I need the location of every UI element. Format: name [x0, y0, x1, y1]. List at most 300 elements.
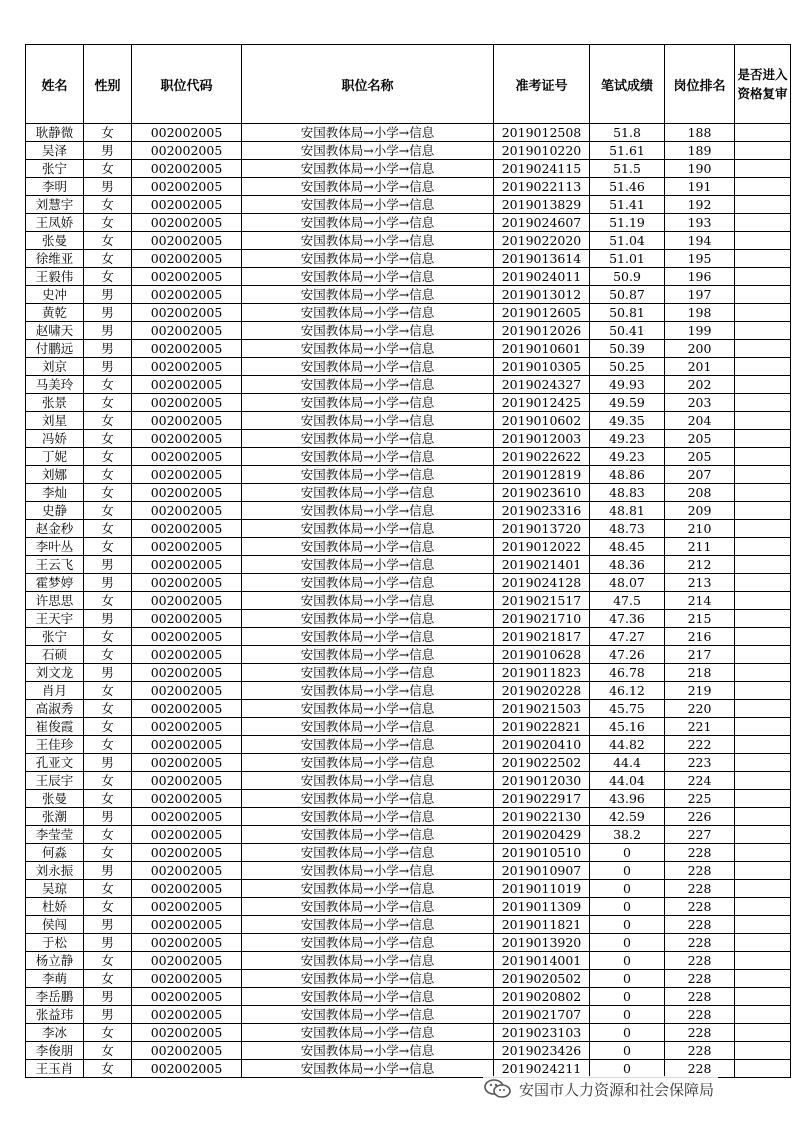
- cell-rank: 205: [665, 430, 735, 448]
- cell-written-score: 42.59: [590, 808, 665, 826]
- cell-gender: 女: [84, 448, 132, 466]
- cell-written-score: 48.45: [590, 538, 665, 556]
- cell-exam-number: 2019010602: [494, 412, 590, 430]
- cell-rank: 188: [665, 124, 735, 142]
- cell-exam-number: 2019012030: [494, 772, 590, 790]
- cell-position-name: 安国教体局→小学→信息: [242, 970, 494, 988]
- cell-position-code: 002002005: [132, 502, 242, 520]
- cell-rank: 228: [665, 898, 735, 916]
- cell-rank: 228: [665, 1006, 735, 1024]
- cell-rank: 223: [665, 754, 735, 772]
- table-row: [26, 970, 791, 988]
- cell-position-code: 002002005: [132, 898, 242, 916]
- source-watermark: [483, 1076, 718, 1102]
- cell-position-code: 002002005: [132, 718, 242, 736]
- cell-name: 吴泽: [26, 142, 84, 160]
- cell-rank: 228: [665, 988, 735, 1006]
- cell-review: [735, 628, 791, 646]
- cell-gender: 男: [84, 574, 132, 592]
- score-table: [25, 44, 791, 1078]
- cell-written-score: 45.16: [590, 718, 665, 736]
- table-row: [26, 268, 791, 286]
- cell-written-score: 45.75: [590, 700, 665, 718]
- table-row: [26, 124, 791, 142]
- cell-review: [735, 1042, 791, 1060]
- cell-gender: 男: [84, 286, 132, 304]
- cell-position-name: 安国教体局→小学→信息: [242, 394, 494, 412]
- cell-exam-number: 2019022020: [494, 232, 590, 250]
- table-row: [26, 160, 791, 178]
- cell-exam-number: 2019023426: [494, 1042, 590, 1060]
- cell-gender: 女: [84, 394, 132, 412]
- cell-rank: 202: [665, 376, 735, 394]
- cell-review: [735, 430, 791, 448]
- cell-position-code: 002002005: [132, 826, 242, 844]
- cell-written-score: 47.36: [590, 610, 665, 628]
- cell-name: 刘永振: [26, 862, 84, 880]
- cell-rank: 196: [665, 268, 735, 286]
- cell-gender: 女: [84, 538, 132, 556]
- cell-rank: 199: [665, 322, 735, 340]
- cell-exam-number: 2019012605: [494, 304, 590, 322]
- cell-position-name: 安国教体局→小学→信息: [242, 538, 494, 556]
- cell-gender: 女: [84, 790, 132, 808]
- cell-review: [735, 916, 791, 934]
- cell-position-name: 安国教体局→小学→信息: [242, 646, 494, 664]
- cell-gender: 男: [84, 556, 132, 574]
- cell-gender: 女: [84, 502, 132, 520]
- cell-written-score: 0: [590, 988, 665, 1006]
- cell-rank: 189: [665, 142, 735, 160]
- table-row: [26, 754, 791, 772]
- table-row: [26, 394, 791, 412]
- cell-name: 李俊朋: [26, 1042, 84, 1060]
- cell-written-score: 43.96: [590, 790, 665, 808]
- cell-review: [735, 772, 791, 790]
- cell-name: 李明: [26, 178, 84, 196]
- cell-position-code: 002002005: [132, 646, 242, 664]
- table-row: [26, 340, 791, 358]
- table-row: [26, 430, 791, 448]
- cell-rank: 220: [665, 700, 735, 718]
- cell-exam-number: 2019022821: [494, 718, 590, 736]
- cell-gender: 女: [84, 250, 132, 268]
- cell-gender: 女: [84, 844, 132, 862]
- cell-name: 刘京: [26, 358, 84, 376]
- cell-exam-number: 2019021401: [494, 556, 590, 574]
- cell-position-code: 002002005: [132, 682, 242, 700]
- cell-review: [735, 880, 791, 898]
- cell-rank: 208: [665, 484, 735, 502]
- cell-gender: 男: [84, 988, 132, 1006]
- cell-position-code: 002002005: [132, 970, 242, 988]
- cell-position-name: 安国教体局→小学→信息: [242, 880, 494, 898]
- cell-name: 史冲: [26, 286, 84, 304]
- cell-exam-number: 2019011309: [494, 898, 590, 916]
- cell-position-code: 002002005: [132, 916, 242, 934]
- cell-position-name: 安国教体局→小学→信息: [242, 286, 494, 304]
- cell-review: [735, 808, 791, 826]
- cell-position-code: 002002005: [132, 610, 242, 628]
- cell-gender: 男: [84, 862, 132, 880]
- cell-position-code: 002002005: [132, 394, 242, 412]
- cell-written-score: 48.36: [590, 556, 665, 574]
- cell-position-code: 002002005: [132, 286, 242, 304]
- cell-position-code: 002002005: [132, 466, 242, 484]
- cell-position-name: 安国教体局→小学→信息: [242, 268, 494, 286]
- table-row: [26, 718, 791, 736]
- cell-position-code: 002002005: [132, 124, 242, 142]
- cell-gender: 男: [84, 358, 132, 376]
- table-row: [26, 790, 791, 808]
- cell-review: [735, 610, 791, 628]
- cell-review: [735, 376, 791, 394]
- cell-gender: 女: [84, 232, 132, 250]
- cell-position-code: 002002005: [132, 520, 242, 538]
- cell-name: 高淑秀: [26, 700, 84, 718]
- cell-gender: 女: [84, 736, 132, 754]
- cell-rank: 192: [665, 196, 735, 214]
- cell-exam-number: 2019022917: [494, 790, 590, 808]
- cell-rank: 204: [665, 412, 735, 430]
- cell-position-code: 002002005: [132, 880, 242, 898]
- cell-written-score: 51.19: [590, 214, 665, 232]
- table-row: [26, 916, 791, 934]
- cell-position-code: 002002005: [132, 556, 242, 574]
- cell-gender: 女: [84, 124, 132, 142]
- cell-review: [735, 232, 791, 250]
- table-row: [26, 880, 791, 898]
- cell-position-code: 002002005: [132, 934, 242, 952]
- cell-position-code: 002002005: [132, 790, 242, 808]
- cell-position-name: 安国教体局→小学→信息: [242, 160, 494, 178]
- cell-gender: 女: [84, 772, 132, 790]
- cell-exam-number: 2019013614: [494, 250, 590, 268]
- cell-review: [735, 124, 791, 142]
- table-row: [26, 358, 791, 376]
- cell-position-name: 安国教体局→小学→信息: [242, 574, 494, 592]
- cell-exam-number: 2019023316: [494, 502, 590, 520]
- cell-position-name: 安国教体局→小学→信息: [242, 826, 494, 844]
- cell-name: 刘星: [26, 412, 84, 430]
- cell-gender: 男: [84, 340, 132, 358]
- cell-position-code: 002002005: [132, 808, 242, 826]
- cell-name: 王凤娇: [26, 214, 84, 232]
- cell-gender: 女: [84, 880, 132, 898]
- cell-exam-number: 2019021817: [494, 628, 590, 646]
- cell-position-name: 安国教体局→小学→信息: [242, 736, 494, 754]
- cell-review: [735, 448, 791, 466]
- table-row: [26, 196, 791, 214]
- cell-position-name: 安国教体局→小学→信息: [242, 412, 494, 430]
- cell-written-score: 51.8: [590, 124, 665, 142]
- cell-review: [735, 412, 791, 430]
- cell-written-score: 49.35: [590, 412, 665, 430]
- cell-rank: 215: [665, 610, 735, 628]
- cell-review: [735, 754, 791, 772]
- cell-gender: 女: [84, 952, 132, 970]
- cell-exam-number: 2019020502: [494, 970, 590, 988]
- table-row: [26, 520, 791, 538]
- header-rank: 岗位排名: [665, 45, 735, 124]
- cell-written-score: 51.46: [590, 178, 665, 196]
- cell-written-score: 47.27: [590, 628, 665, 646]
- cell-gender: 女: [84, 970, 132, 988]
- cell-gender: 女: [84, 1042, 132, 1060]
- cell-gender: 男: [84, 916, 132, 934]
- cell-review: [735, 520, 791, 538]
- cell-rank: 228: [665, 1024, 735, 1042]
- cell-position-code: 002002005: [132, 142, 242, 160]
- cell-rank: 194: [665, 232, 735, 250]
- cell-rank: 224: [665, 772, 735, 790]
- cell-gender: 女: [84, 268, 132, 286]
- cell-name: 李莹莹: [26, 826, 84, 844]
- cell-exam-number: 2019022622: [494, 448, 590, 466]
- header-written-score: 笔试成绩: [590, 45, 665, 124]
- cell-rank: 190: [665, 160, 735, 178]
- table-row: [26, 664, 791, 682]
- cell-position-code: 002002005: [132, 988, 242, 1006]
- cell-review: [735, 322, 791, 340]
- cell-name: 丁妮: [26, 448, 84, 466]
- cell-gender: 女: [84, 160, 132, 178]
- cell-gender: 女: [84, 592, 132, 610]
- cell-review: [735, 718, 791, 736]
- cell-written-score: 38.2: [590, 826, 665, 844]
- cell-written-score: 48.81: [590, 502, 665, 520]
- cell-name: 赵啸天: [26, 322, 84, 340]
- cell-position-name: 安国教体局→小学→信息: [242, 466, 494, 484]
- cell-position-code: 002002005: [132, 304, 242, 322]
- cell-written-score: 49.59: [590, 394, 665, 412]
- cell-position-name: 安国教体局→小学→信息: [242, 448, 494, 466]
- cell-position-name: 安国教体局→小学→信息: [242, 322, 494, 340]
- cell-position-code: 002002005: [132, 250, 242, 268]
- cell-written-score: 44.04: [590, 772, 665, 790]
- cell-position-name: 安国教体局→小学→信息: [242, 484, 494, 502]
- table-row: [26, 502, 791, 520]
- cell-rank: 207: [665, 466, 735, 484]
- table-row: [26, 844, 791, 862]
- cell-name: 赵金秒: [26, 520, 84, 538]
- cell-review: [735, 142, 791, 160]
- cell-exam-number: 2019024011: [494, 268, 590, 286]
- cell-position-name: 安国教体局→小学→信息: [242, 556, 494, 574]
- header-gender: 性别: [84, 45, 132, 124]
- cell-rank: 201: [665, 358, 735, 376]
- cell-review: [735, 484, 791, 502]
- cell-rank: 198: [665, 304, 735, 322]
- cell-name: 许思思: [26, 592, 84, 610]
- cell-written-score: 46.12: [590, 682, 665, 700]
- cell-written-score: 0: [590, 1006, 665, 1024]
- cell-gender: 女: [84, 466, 132, 484]
- cell-position-name: 安国教体局→小学→信息: [242, 952, 494, 970]
- cell-name: 王天宇: [26, 610, 84, 628]
- cell-position-code: 002002005: [132, 322, 242, 340]
- cell-position-code: 002002005: [132, 700, 242, 718]
- source-text: 安国市人力资源和社会保障局: [519, 1080, 715, 1099]
- cell-review: [735, 574, 791, 592]
- cell-name: 霍梦婷: [26, 574, 84, 592]
- cell-written-score: 51.61: [590, 142, 665, 160]
- wechat-icon: [483, 1078, 513, 1100]
- cell-rank: 213: [665, 574, 735, 592]
- table-row: [26, 376, 791, 394]
- cell-position-name: 安国教体局→小学→信息: [242, 664, 494, 682]
- cell-written-score: 46.78: [590, 664, 665, 682]
- cell-gender: 女: [84, 214, 132, 232]
- cell-gender: 男: [84, 808, 132, 826]
- table-row: [26, 898, 791, 916]
- cell-position-code: 002002005: [132, 412, 242, 430]
- cell-written-score: 50.39: [590, 340, 665, 358]
- cell-gender: 男: [84, 142, 132, 160]
- cell-gender: 男: [84, 754, 132, 772]
- cell-written-score: 0: [590, 916, 665, 934]
- cell-rank: 228: [665, 1060, 735, 1078]
- cell-name: 张宁: [26, 628, 84, 646]
- cell-name: 侯闯: [26, 916, 84, 934]
- cell-position-code: 002002005: [132, 1042, 242, 1060]
- cell-name: 张景: [26, 394, 84, 412]
- cell-position-name: 安国教体局→小学→信息: [242, 988, 494, 1006]
- cell-position-name: 安国教体局→小学→信息: [242, 430, 494, 448]
- cell-name: 王云飞: [26, 556, 84, 574]
- cell-review: [735, 934, 791, 952]
- table-row: [26, 142, 791, 160]
- cell-rank: 221: [665, 718, 735, 736]
- table-row: [26, 178, 791, 196]
- cell-exam-number: 2019014001: [494, 952, 590, 970]
- table-row: [26, 214, 791, 232]
- cell-exam-number: 2019013720: [494, 520, 590, 538]
- table-row: [26, 1042, 791, 1060]
- cell-rank: 214: [665, 592, 735, 610]
- cell-written-score: 0: [590, 862, 665, 880]
- table-row: [26, 826, 791, 844]
- cell-rank: 218: [665, 664, 735, 682]
- cell-written-score: 44.82: [590, 736, 665, 754]
- cell-written-score: 50.41: [590, 322, 665, 340]
- cell-written-score: 48.86: [590, 466, 665, 484]
- cell-exam-number: 2019022502: [494, 754, 590, 772]
- cell-review: [735, 394, 791, 412]
- cell-rank: 228: [665, 952, 735, 970]
- cell-rank: 211: [665, 538, 735, 556]
- cell-position-code: 002002005: [132, 574, 242, 592]
- cell-exam-number: 2019010628: [494, 646, 590, 664]
- cell-name: 李冰: [26, 1024, 84, 1042]
- cell-exam-number: 2019024211: [494, 1060, 590, 1078]
- cell-name: 王毅伟: [26, 268, 84, 286]
- cell-review: [735, 286, 791, 304]
- header-exam-number: 准考证号: [494, 45, 590, 124]
- cell-gender: 男: [84, 178, 132, 196]
- cell-position-code: 002002005: [132, 358, 242, 376]
- cell-gender: 女: [84, 826, 132, 844]
- cell-review: [735, 898, 791, 916]
- cell-name: 李岳鹏: [26, 988, 84, 1006]
- cell-review: [735, 664, 791, 682]
- table-row: [26, 286, 791, 304]
- cell-name: 李萌: [26, 970, 84, 988]
- cell-written-score: 0: [590, 1060, 665, 1078]
- cell-exam-number: 2019024115: [494, 160, 590, 178]
- cell-name: 史静: [26, 502, 84, 520]
- table-row: [26, 934, 791, 952]
- cell-written-score: 51.41: [590, 196, 665, 214]
- cell-rank: 191: [665, 178, 735, 196]
- cell-exam-number: 2019013829: [494, 196, 590, 214]
- table-row: [26, 304, 791, 322]
- cell-position-name: 安国教体局→小学→信息: [242, 196, 494, 214]
- cell-rank: 203: [665, 394, 735, 412]
- cell-review: [735, 790, 791, 808]
- cell-review: [735, 340, 791, 358]
- cell-position-name: 安国教体局→小学→信息: [242, 376, 494, 394]
- cell-written-score: 48.83: [590, 484, 665, 502]
- cell-exam-number: 2019021503: [494, 700, 590, 718]
- cell-position-name: 安国教体局→小学→信息: [242, 718, 494, 736]
- cell-review: [735, 304, 791, 322]
- cell-review: [735, 682, 791, 700]
- cell-rank: 228: [665, 880, 735, 898]
- cell-position-code: 002002005: [132, 232, 242, 250]
- cell-position-name: 安国教体局→小学→信息: [242, 898, 494, 916]
- cell-position-name: 安国教体局→小学→信息: [242, 340, 494, 358]
- cell-position-code: 002002005: [132, 484, 242, 502]
- cell-position-code: 002002005: [132, 448, 242, 466]
- cell-written-score: 50.25: [590, 358, 665, 376]
- cell-review: [735, 1006, 791, 1024]
- cell-review: [735, 844, 791, 862]
- cell-gender: 女: [84, 376, 132, 394]
- cell-position-name: 安国教体局→小学→信息: [242, 250, 494, 268]
- cell-name: 杜娇: [26, 898, 84, 916]
- cell-position-code: 002002005: [132, 862, 242, 880]
- cell-written-score: 50.87: [590, 286, 665, 304]
- cell-rank: 228: [665, 916, 735, 934]
- table-row: [26, 628, 791, 646]
- cell-name: 刘娜: [26, 466, 84, 484]
- cell-written-score: 47.26: [590, 646, 665, 664]
- cell-written-score: 48.07: [590, 574, 665, 592]
- table-row: [26, 592, 791, 610]
- cell-exam-number: 2019012003: [494, 430, 590, 448]
- table-row: [26, 574, 791, 592]
- cell-position-code: 002002005: [132, 214, 242, 232]
- cell-position-name: 安国教体局→小学→信息: [242, 808, 494, 826]
- cell-position-name: 安国教体局→小学→信息: [242, 790, 494, 808]
- cell-rank: 209: [665, 502, 735, 520]
- cell-gender: 女: [84, 646, 132, 664]
- cell-position-name: 安国教体局→小学→信息: [242, 592, 494, 610]
- cell-position-code: 002002005: [132, 376, 242, 394]
- table-row: [26, 448, 791, 466]
- cell-exam-number: 2019024327: [494, 376, 590, 394]
- table-row: [26, 862, 791, 880]
- cell-exam-number: 2019020410: [494, 736, 590, 754]
- cell-position-name: 安国教体局→小学→信息: [242, 1006, 494, 1024]
- cell-name: 孔亚文: [26, 754, 84, 772]
- cell-exam-number: 2019013012: [494, 286, 590, 304]
- cell-name: 石硕: [26, 646, 84, 664]
- cell-exam-number: 2019013920: [494, 934, 590, 952]
- table-row: [26, 736, 791, 754]
- cell-exam-number: 2019010305: [494, 358, 590, 376]
